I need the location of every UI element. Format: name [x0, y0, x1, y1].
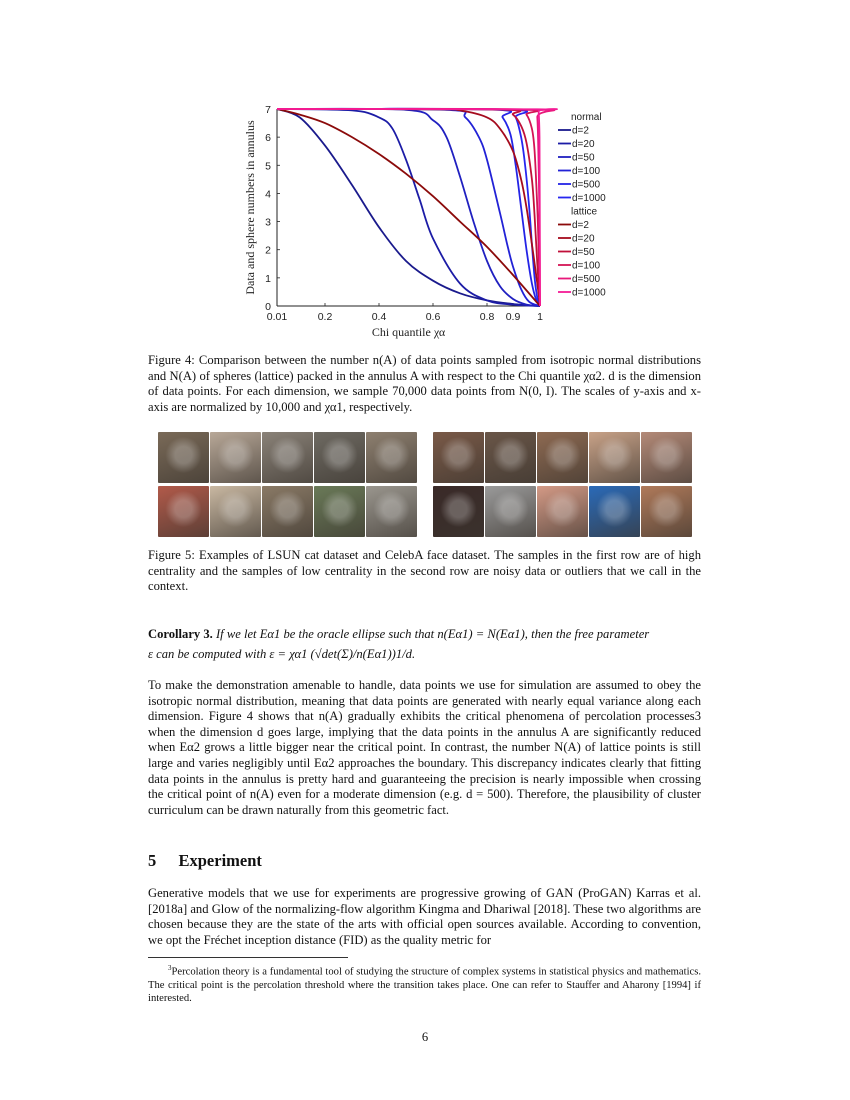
figure-4-caption-text: Comparison between the number n(A) of data points sampled from isotropic normal distributions and N(A) of spheres (lattice) packed in the annulus A with respect to the Chi quantile χα2. d is the dimension of data points. For each dimension, we sample 70,000 data points from N(0, I). The scales of y-axis and x-axis are normalized by 10,000 and χα1, respectively. — [148, 353, 702, 414]
footnote-mark: 3 — [168, 964, 172, 972]
y-tick-label: 6 — [265, 132, 271, 145]
celeba-face-image — [641, 432, 692, 483]
section-title: Experiment — [178, 851, 262, 870]
footnote-rule — [148, 957, 348, 958]
section-heading — [148, 851, 262, 871]
x-tick-label: 1 — [537, 311, 543, 323]
corollary-text-2: ε can be computed with ε = χα1 (√det(Σ)/n(Eα1))1/d. — [148, 646, 416, 661]
lsun-cat-image — [314, 432, 365, 483]
figure-5-caption-text: Examples of LSUN cat dataset and CelebA face dataset. The samples in the first row are of high centrality and the samples of low centrality in the second row are noisy data or outliers that we call in the context. — [148, 548, 701, 594]
series-line-lattice-d=20 — [277, 109, 540, 306]
figure-4-caption — [148, 353, 701, 415]
celeba-face-image — [537, 486, 588, 537]
footnote — [148, 962, 701, 1006]
lsun-cat-image — [262, 486, 313, 537]
series-line-lattice-d=100 — [277, 109, 540, 306]
legend-entry: d=500 — [572, 274, 601, 285]
corollary-3 — [148, 627, 701, 662]
y-axis-label: Data and sphere numbers in annulus — [243, 120, 257, 295]
body-paragraph-text: To make the demonstration amenable to handle, data points we use for simulation are assumed to obey the isotropic normal distribution, meaning that data points are generated with nearly equal variance along each dimension. Figure 4 shows that n(A) gradually exhibits the critical phenomena of percolation processes3 when the dimension d goes large, implying that the data points in the annulus A are significantly reduced when Eα2 grows a little bigger near the critical point. In contrast, the number N(A) of lattice points is still large and varies negligibly until Eα2 approaches the boundary. This discrepancy indicates clearly that fitting data points in the annulus is pretty hard and guaranteeing the precision is nearly impossible when crossing the critical point of n(A) even for a moderate dimension (e.g. d = 500). Therefore, the plausibility of cluster curriculum can be drawn naturally from this geometric fact. — [148, 678, 701, 817]
y-tick-label: 1 — [265, 272, 271, 285]
legend-entry: d=2 — [572, 220, 589, 231]
legend-entry: d=2 — [572, 125, 589, 137]
series-line-normal-d=1000 — [277, 109, 540, 306]
series-line-lattice-d=50 — [277, 109, 540, 306]
figure-4-svg — [240, 96, 620, 346]
legend-entry: d=1000 — [572, 193, 606, 204]
figure-4-caption-label: Figure 4: — [148, 353, 195, 367]
lsun-cat-grid — [158, 432, 418, 540]
series-line-normal-d=50 — [277, 109, 540, 306]
y-tick-label: 4 — [265, 188, 271, 201]
series-line-normal-d=2 — [277, 109, 540, 306]
celeba-face-image — [641, 486, 692, 537]
celeba-face-image — [433, 432, 484, 483]
lsun-cat-image — [262, 432, 313, 483]
section-paragraph — [148, 886, 701, 948]
lsun-cat-image — [314, 486, 365, 537]
footnote-text: Percolation theory is a fundamental tool of studying the structure of complex systems in statistical physics and mathematics. The critical point is the percolation threshold where the transition takes place. One can refer to Stauffer and Aharony [1994] if interested. — [148, 966, 701, 1005]
legend-entry: d=100 — [572, 260, 601, 272]
x-tick-label: 0.4 — [371, 311, 387, 323]
section-paragraph-text: Generative models that we use for experiments are progressive growing of GAN (ProGAN) Karras et al. [2018a] and Glow of the normalizing-flow algorithm Kingma and Dhariwal [2018]. These two algorithms are chosen because they are the state of the arts with official open sources available. According to convention, we opt the Fréchet inception distance (FID) as the quality metric for — [148, 886, 701, 947]
y-tick-label: 7 — [265, 104, 271, 116]
lsun-cat-image — [210, 486, 261, 537]
legend-entry: d=50 — [572, 247, 595, 258]
legend-group-title: lattice — [571, 206, 598, 218]
celeba-face-image — [589, 432, 640, 483]
lsun-cat-image — [158, 432, 209, 483]
legend-entry: d=20 — [572, 233, 595, 245]
y-tick-label: 2 — [265, 244, 271, 257]
y-tick-label: 5 — [265, 160, 271, 173]
figure-4-chart — [240, 96, 620, 346]
celeba-face-image — [589, 486, 640, 537]
lsun-cat-image — [158, 486, 209, 537]
x-tick-label: 0.6 — [425, 311, 441, 323]
x-tick-label: 0.2 — [317, 311, 333, 323]
series-line-normal-d=100 — [277, 109, 540, 306]
x-tick-label: 0.8 — [479, 311, 495, 323]
y-tick-label: 3 — [265, 216, 271, 229]
celeba-face-grid — [433, 432, 693, 540]
page-number: 6 — [421, 1030, 429, 1044]
legend-entry: d=20 — [572, 139, 595, 150]
x-tick-label: 0.01 — [266, 311, 288, 323]
corollary-label: Corollary 3. — [148, 627, 213, 641]
legend-entry: d=500 — [572, 179, 601, 191]
legend-group-title: normal — [571, 112, 602, 123]
lsun-cat-image — [366, 486, 417, 537]
celeba-face-image — [433, 486, 484, 537]
lsun-cat-image — [210, 432, 261, 483]
celeba-face-image — [485, 486, 536, 537]
series-line-normal-d=500 — [277, 109, 540, 306]
corollary-text-1: If we let Eα1 be the oracle ellipse such that n(Eα1) = N(Eα1), then the free parameter — [215, 627, 650, 641]
series-line-normal-d=20 — [277, 109, 540, 306]
section-number: 5 — [148, 851, 157, 870]
lsun-cat-image — [366, 432, 417, 483]
series-line-lattice-d=2 — [277, 109, 540, 306]
legend-entry: d=1000 — [572, 287, 606, 299]
y-tick-label: 0 — [265, 301, 271, 313]
body-paragraph — [148, 678, 701, 818]
figure-5-caption-label: Figure 5: — [148, 548, 195, 562]
legend-entry: d=50 — [572, 152, 595, 164]
celeba-face-image — [485, 432, 536, 483]
x-axis-label: Chi quantile χα — [371, 325, 446, 339]
figure-5-caption — [148, 548, 701, 595]
celeba-face-image — [537, 432, 588, 483]
x-tick-label: 0.9 — [505, 311, 521, 323]
legend-entry: d=100 — [572, 166, 601, 177]
